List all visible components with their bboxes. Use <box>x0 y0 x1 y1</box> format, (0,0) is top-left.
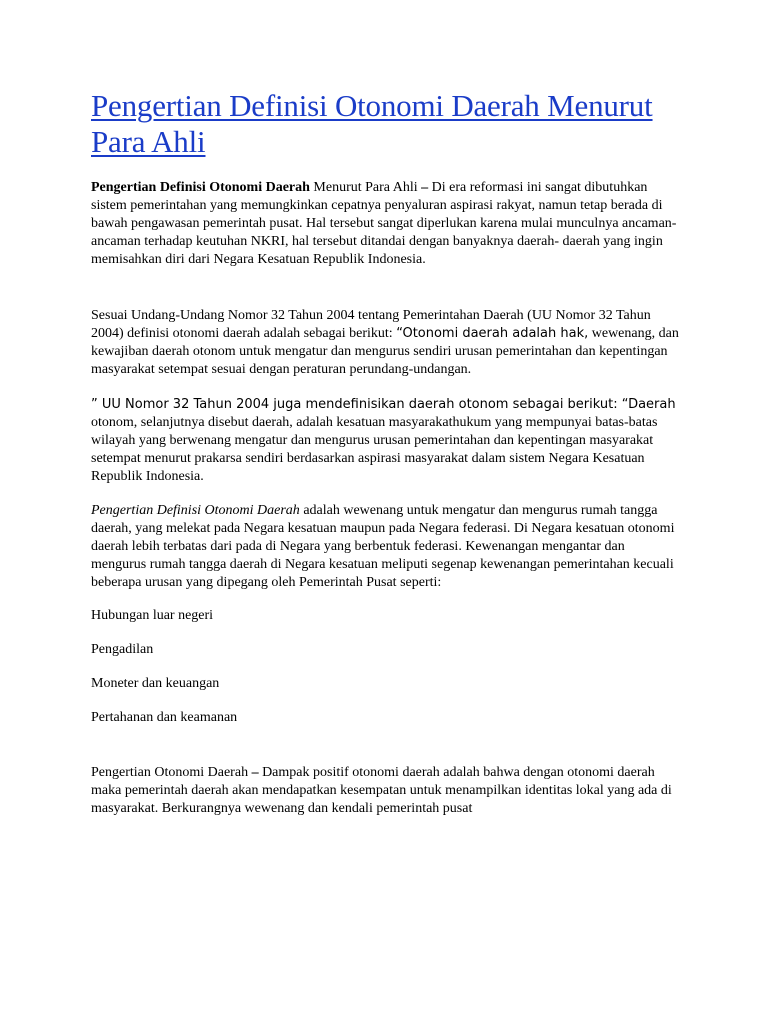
impact-dash: – <box>251 765 259 780</box>
law2-quote-lead: ” UU Nomor 32 Tahun 2004 juga mendefinisikan daerah otonom sebagai berikut: “Daerah <box>91 397 676 412</box>
list-item: Pengadilan <box>91 642 154 657</box>
intro-text-b: Di era reformasi ini sangat dibutuhkan sistem pemerintahan yang memungkinkan cepatnya penyaluran aspirasi rakyat, namun tetap berada di bawah pengawasan pemerintah pusat. Hal tersebut sangat diperlukan karena mulai munculnya ancaman- ancaman terhadap keutuhan NKRI, hal tersebut ditandai dengan banyaknya daerah- daerah yang ingin memisahkan diri dari Negara Kesatuan Republik Indonesia. <box>91 180 677 267</box>
law2-text: otonom, selanjutnya disebut daerah, adalah kesatuan masyarakathukum yang mempunyai batas-batas wilayah yang berwenang mengatur dan mengurus urusan pemerintahan dan kepentingan masyarakat setempat menurut prakarsa sendiri berdasarkan aspirasi masyarakat dalam sistem Negara Kesatuan Republik Indonesia. <box>91 415 658 484</box>
impact-text-b: Dampak positif otonomi daerah adalah bahwa dengan otonomi daerah maka pemerintah daerah akan mendapatkan kesempatan untuk menampilkan identitas lokal yang ada di masyarakat. Berkurangnya wewenang dan kendali pemerintah pusat <box>91 765 672 816</box>
definition-italic-lead: Pengertian Definisi Otonomi Daerah <box>91 503 300 518</box>
law-paragraph <box>91 307 681 379</box>
intro-bold-lead: Pengertian Definisi Otonomi Daerah <box>91 180 310 195</box>
impact-text-a: Pengertian Otonomi Daerah <box>91 765 252 780</box>
impact-paragraph <box>91 764 681 818</box>
law-paragraph-2 <box>91 396 681 486</box>
list-item: Hubungan luar negeri <box>91 608 214 623</box>
law-text-a: Sesuai Undang-Undang Nomor 32 Tahun 2004 tentang Pemerintahan Daerah (UU Nomor 32 Tahun 2004) definisi otonomi daerah adalah sebagai berikut: <box>91 308 651 341</box>
list-item: Pertahanan dan keamanan <box>91 710 238 725</box>
law-quote-open: “Otonomi daerah adalah hak, <box>396 326 589 341</box>
definition-paragraph <box>91 502 681 592</box>
list-item: Moneter dan keuangan <box>91 676 220 691</box>
intro-dash: – <box>421 180 429 195</box>
law-text-b: wewenang, dan kewajiban daerah otonom untuk mengatur dan mengurus sendiri urusan pemerintahan dan kepentingan masyarakat setempat sesuai dengan peraturan perundang-undangan. <box>91 326 679 377</box>
document-page <box>91 88 681 818</box>
article-title-link[interactable]: Pengertian Definisi Otonomi Daerah Menurut Para Ahli <box>91 88 653 159</box>
article-title[interactable] <box>91 88 681 160</box>
definition-text: adalah wewenang untuk mengatur dan mengurus rumah tangga daerah, yang melekat pada Negara kesatuan maupun pada Negara federasi. Di Negara kesatuan otonomi daerah lebih terbatas dari pada di Negara yang berbentuk federasi. Kewenangan mengantar dan mengurus rumah tangga daerah di Negara kesatuan meliputi segenap kewenangan pemerintahan kecuali beberapa urusan yang dipegang oleh Pemerintah Pusat seperti: <box>91 503 675 590</box>
intro-paragraph <box>91 179 681 269</box>
intro-text-a: Menurut Para Ahli <box>309 180 422 195</box>
